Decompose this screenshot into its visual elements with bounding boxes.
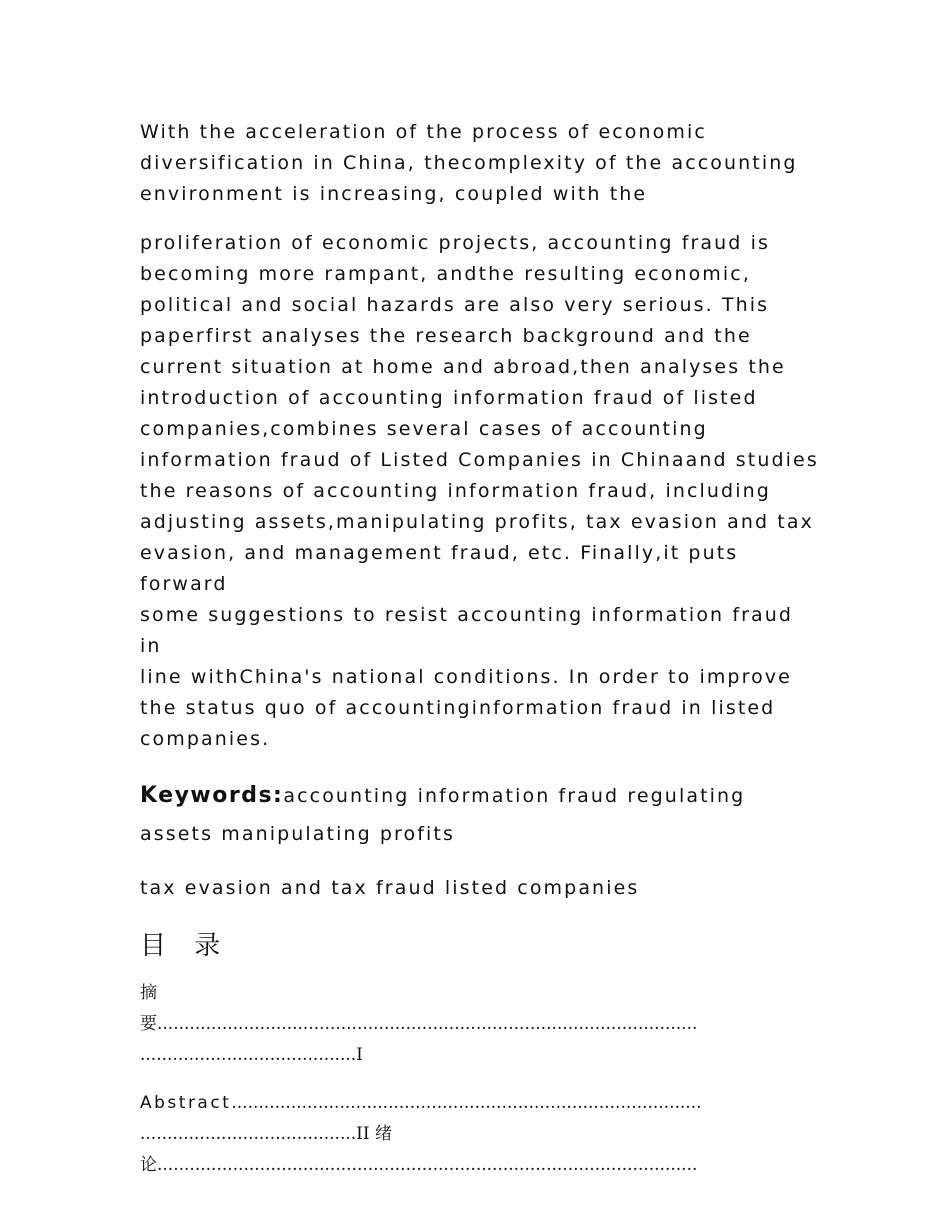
toc-entry-abstract-en[interactable]	[140, 1088, 820, 1150]
keywords-line-3: tax evasion and tax fraud listed companies	[140, 877, 640, 899]
text-line: paperfirst analyses the research background and the	[140, 325, 752, 347]
toc-entry-abstract-cn[interactable]	[140, 978, 820, 1071]
toc-line	[140, 1040, 820, 1071]
toc-line	[140, 1009, 820, 1040]
text-line: environment is increasing, coupled with the	[140, 183, 648, 205]
toc-entry-introduction[interactable]	[140, 1150, 820, 1181]
toc-title: 目 录	[140, 931, 231, 961]
text-line: the reasons of accounting information fraud, including	[140, 480, 771, 502]
text-line: becoming more rampant, andthe resulting economic,	[140, 263, 751, 285]
text-line: current situation at home and abroad,then analyses the	[140, 356, 786, 378]
toc-line	[140, 1119, 820, 1150]
text-line: proliferation of economic projects, accounting fraud is	[140, 232, 770, 254]
toc-page-number: I	[356, 1045, 363, 1065]
toc-line	[140, 1150, 820, 1181]
toc-leader-dots: .......................................................................................	[231, 1093, 702, 1113]
text-line: information fraud of Listed Companies in Chinaand studies	[140, 449, 819, 471]
keywords-label: Keywords:	[140, 783, 284, 808]
text-line: the status quo of accountinginformation fraud in listed	[140, 697, 776, 719]
text-line: evasion, and management fraud, etc. Finally,it puts forward	[140, 542, 739, 595]
text-line: companies,combines several cases of accounting	[140, 418, 708, 440]
keywords-text: accounting information fraud regulating	[283, 785, 746, 807]
table-of-contents	[140, 978, 820, 1181]
toc-text: 摘	[140, 983, 157, 1003]
text-line: With the acceleration of the process of economic	[140, 121, 707, 143]
document-page	[140, 117, 820, 1181]
text-line: diversification in China, thecomplexity of the accounting	[140, 152, 798, 174]
toc-leader-dots: ........................................	[140, 1045, 357, 1065]
keywords-line-2: assets manipulating profits	[140, 823, 455, 845]
toc-leader-dots: ........................................	[140, 1124, 357, 1144]
toc-page-number: II 绪	[356, 1124, 392, 1144]
text-line: some suggestions to resist accounting information fraud in	[140, 604, 794, 657]
toc-leader-dots: ....................................................................................................	[157, 1155, 698, 1175]
toc-line	[140, 1088, 820, 1119]
toc-text: 论	[140, 1155, 157, 1175]
text-line: line withChina's national conditions. In order to improve	[140, 666, 792, 688]
abstract-paragraph-1	[140, 117, 820, 210]
text-line: companies.	[140, 728, 271, 750]
toc-leader-dots: ....................................................................................................	[157, 1014, 698, 1034]
keywords-block	[140, 777, 820, 853]
keywords-line-1	[140, 777, 820, 815]
toc-text: 要	[140, 1014, 157, 1034]
text-line: adjusting assets,manipulating profits, tax evasion and tax	[140, 511, 814, 533]
toc-text: Abstract	[140, 1093, 232, 1113]
abstract-paragraph-2	[140, 228, 820, 755]
text-line: political and social hazards are also very serious. This	[140, 294, 770, 316]
text-line: introduction of accounting information fraud of listed	[140, 387, 758, 409]
